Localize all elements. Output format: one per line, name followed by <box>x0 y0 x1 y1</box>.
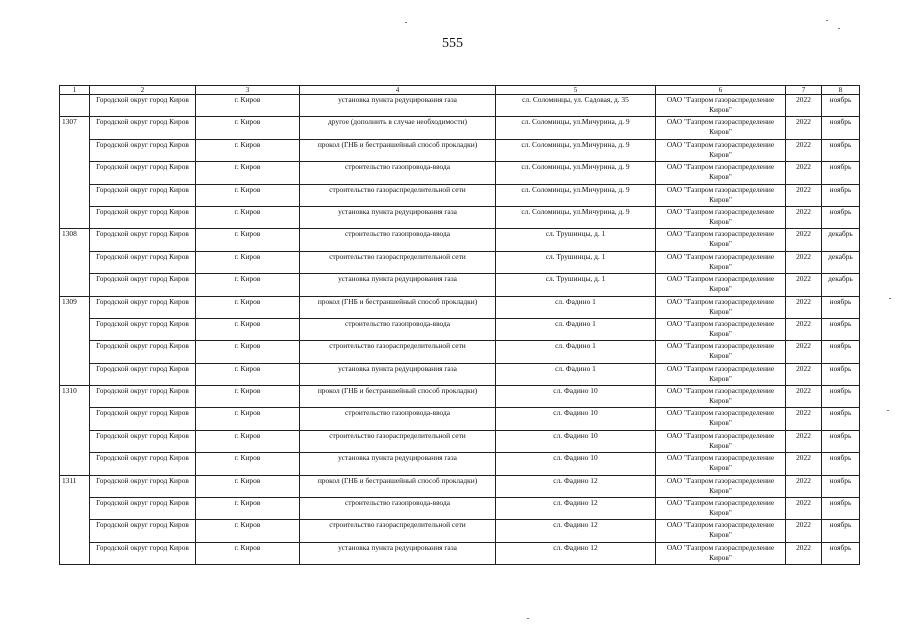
address-cell: сл. Фадино 12 <box>496 475 656 497</box>
row-number: 1307 <box>60 117 90 139</box>
address-cell: сл. Фадино 10 <box>496 430 656 452</box>
work-type-cell: строительство газопровода-ввода <box>300 318 496 340</box>
locality-cell: г. Киров <box>196 162 300 184</box>
row-number <box>60 542 90 564</box>
year-cell: 2022 <box>786 453 822 475</box>
month-cell: ноябрь <box>822 117 860 139</box>
month-cell: ноябрь <box>822 498 860 520</box>
locality-cell: г. Киров <box>196 139 300 161</box>
locality-cell: г. Киров <box>196 430 300 452</box>
address-cell: сл. Фадино 12 <box>496 498 656 520</box>
month-cell: ноябрь <box>822 139 860 161</box>
address-cell: сл. Фадино 12 <box>496 542 656 564</box>
month-cell: ноябрь <box>822 95 860 117</box>
month-cell: декабрь <box>822 251 860 273</box>
month-cell: ноябрь <box>822 453 860 475</box>
address-cell: сл. Трушинцы, д. 1 <box>496 251 656 273</box>
work-type-cell: установка пункта редуцирования газа <box>300 206 496 228</box>
column-header: 8 <box>822 86 860 95</box>
table-row <box>60 408 860 430</box>
organization-cell: ОАО "Газпром газораспределение Киров" <box>656 520 786 542</box>
municipality-cell: Городской округ город Киров <box>90 229 196 251</box>
municipality-cell: Городской округ город Киров <box>90 206 196 228</box>
table-row <box>60 386 860 408</box>
work-type-cell: строительство газораспределительной сети <box>300 251 496 273</box>
organization-cell: ОАО "Газпром газораспределение Киров" <box>656 184 786 206</box>
organization-cell: ОАО "Газпром газораспределение Киров" <box>656 542 786 564</box>
work-type-cell: строительство газораспределительной сети <box>300 341 496 363</box>
table-row <box>60 229 860 251</box>
table-row <box>60 318 860 340</box>
year-cell: 2022 <box>786 542 822 564</box>
row-number <box>60 498 90 520</box>
year-cell: 2022 <box>786 386 822 408</box>
table-row <box>60 117 860 139</box>
locality-cell: г. Киров <box>196 318 300 340</box>
month-cell: ноябрь <box>822 475 860 497</box>
municipality-cell: Городской округ город Киров <box>90 430 196 452</box>
column-header: 1 <box>60 86 90 95</box>
address-cell: сл. Фадино 10 <box>496 386 656 408</box>
locality-cell: г. Киров <box>196 117 300 139</box>
row-number: 1310 <box>60 386 90 408</box>
month-cell: ноябрь <box>822 542 860 564</box>
municipality-cell: Городской округ город Киров <box>90 139 196 161</box>
table-row <box>60 453 860 475</box>
address-cell: сл. Соломинцы, ул.Мичурина, д. 9 <box>496 139 656 161</box>
row-number <box>60 453 90 475</box>
table-row <box>60 95 860 117</box>
locality-cell: г. Киров <box>196 296 300 318</box>
row-number <box>60 162 90 184</box>
organization-cell: ОАО "Газпром газораспределение Киров" <box>656 139 786 161</box>
table-row <box>60 162 860 184</box>
table-row <box>60 274 860 296</box>
month-cell: декабрь <box>822 229 860 251</box>
scan-speck <box>826 20 828 21</box>
organization-cell: ОАО "Газпром газораспределение Киров" <box>656 162 786 184</box>
work-type-cell: другое (дополнить в случае необходимости) <box>300 117 496 139</box>
organization-cell: ОАО "Газпром газораспределение Киров" <box>656 95 786 117</box>
year-cell: 2022 <box>786 139 822 161</box>
municipality-cell: Городской округ город Киров <box>90 251 196 273</box>
month-cell: ноябрь <box>822 341 860 363</box>
work-type-cell: установка пункта редуцирования газа <box>300 542 496 564</box>
table-row <box>60 251 860 273</box>
column-header: 2 <box>90 86 196 95</box>
organization-cell: ОАО "Газпром газораспределение Киров" <box>656 498 786 520</box>
year-cell: 2022 <box>786 475 822 497</box>
year-cell: 2022 <box>786 206 822 228</box>
month-cell: ноябрь <box>822 206 860 228</box>
municipality-cell: Городской округ город Киров <box>90 408 196 430</box>
address-cell: сл. Соломинцы, ул.Мичурина, д. 9 <box>496 162 656 184</box>
work-type-cell: строительство газопровода-ввода <box>300 162 496 184</box>
municipality-cell: Городской округ город Киров <box>90 520 196 542</box>
organization-cell: ОАО "Газпром газораспределение Киров" <box>656 408 786 430</box>
locality-cell: г. Киров <box>196 498 300 520</box>
month-cell: ноябрь <box>822 408 860 430</box>
month-cell: ноябрь <box>822 296 860 318</box>
work-type-cell: прокол (ГНБ и бестраншейный способ прокладки) <box>300 296 496 318</box>
work-type-cell: установка пункта редуцирования газа <box>300 274 496 296</box>
year-cell: 2022 <box>786 341 822 363</box>
work-type-cell: строительство газопровода-ввода <box>300 408 496 430</box>
work-type-cell: строительство газораспределительной сети <box>300 430 496 452</box>
locality-cell: г. Киров <box>196 206 300 228</box>
address-cell: сл. Трушинцы, д. 1 <box>496 229 656 251</box>
organization-cell: ОАО "Газпром газораспределение Киров" <box>656 430 786 452</box>
month-cell: декабрь <box>822 274 860 296</box>
row-number <box>60 363 90 385</box>
organization-cell: ОАО "Газпром газораспределение Киров" <box>656 363 786 385</box>
row-number: 1311 <box>60 475 90 497</box>
row-number <box>60 139 90 161</box>
table-row <box>60 206 860 228</box>
row-number <box>60 95 90 117</box>
locality-cell: г. Киров <box>196 251 300 273</box>
locality-cell: г. Киров <box>196 95 300 117</box>
locality-cell: г. Киров <box>196 386 300 408</box>
municipality-cell: Городской округ город Киров <box>90 274 196 296</box>
locality-cell: г. Киров <box>196 453 300 475</box>
municipality-cell: Городской округ город Киров <box>90 318 196 340</box>
work-type-cell: прокол (ГНБ и бестраншейный способ прокладки) <box>300 475 496 497</box>
column-header: 4 <box>300 86 496 95</box>
work-type-cell: строительство газопровода-ввода <box>300 229 496 251</box>
address-cell: сл. Фадино 1 <box>496 363 656 385</box>
address-cell: сл. Соломинцы, ул.Мичурина, д. 9 <box>496 184 656 206</box>
row-number <box>60 184 90 206</box>
organization-cell: ОАО "Газпром газораспределение Киров" <box>656 229 786 251</box>
year-cell: 2022 <box>786 274 822 296</box>
row-number <box>60 430 90 452</box>
year-cell: 2022 <box>786 318 822 340</box>
row-number <box>60 520 90 542</box>
municipality-cell: Городской округ город Киров <box>90 498 196 520</box>
year-cell: 2022 <box>786 229 822 251</box>
row-number <box>60 318 90 340</box>
organization-cell: ОАО "Газпром газораспределение Киров" <box>656 386 786 408</box>
month-cell: ноябрь <box>822 318 860 340</box>
table-row <box>60 341 860 363</box>
column-header: 5 <box>496 86 656 95</box>
municipality-cell: Городской округ город Киров <box>90 475 196 497</box>
month-cell: ноябрь <box>822 386 860 408</box>
year-cell: 2022 <box>786 520 822 542</box>
organization-cell: ОАО "Газпром газораспределение Киров" <box>656 453 786 475</box>
table-row <box>60 363 860 385</box>
year-cell: 2022 <box>786 363 822 385</box>
organization-cell: ОАО "Газпром газораспределение Киров" <box>656 274 786 296</box>
scan-speck <box>838 28 840 29</box>
municipality-cell: Городской округ город Киров <box>90 162 196 184</box>
table-row <box>60 139 860 161</box>
municipality-cell: Городской округ город Киров <box>90 386 196 408</box>
work-type-cell: прокол (ГНБ и бестраншейный способ прокладки) <box>300 386 496 408</box>
address-cell: сл. Фадино 12 <box>496 520 656 542</box>
year-cell: 2022 <box>786 430 822 452</box>
column-number-row <box>60 86 860 95</box>
row-number: 1309 <box>60 296 90 318</box>
locality-cell: г. Киров <box>196 229 300 251</box>
column-header: 7 <box>786 86 822 95</box>
scan-speck <box>527 618 529 619</box>
organization-cell: ОАО "Газпром газораспределение Киров" <box>656 475 786 497</box>
address-cell: сл. Фадино 1 <box>496 296 656 318</box>
municipality-cell: Городской округ город Киров <box>90 184 196 206</box>
register-table <box>59 85 860 565</box>
municipality-cell: Городской округ город Киров <box>90 341 196 363</box>
year-cell: 2022 <box>786 117 822 139</box>
municipality-cell: Городской округ город Киров <box>90 117 196 139</box>
scan-speck <box>405 22 407 23</box>
row-number <box>60 274 90 296</box>
locality-cell: г. Киров <box>196 520 300 542</box>
year-cell: 2022 <box>786 408 822 430</box>
work-type-cell: строительство газораспределительной сети <box>300 184 496 206</box>
locality-cell: г. Киров <box>196 542 300 564</box>
table-row <box>60 498 860 520</box>
locality-cell: г. Киров <box>196 274 300 296</box>
month-cell: ноябрь <box>822 520 860 542</box>
column-header: 3 <box>196 86 300 95</box>
table-row <box>60 475 860 497</box>
year-cell: 2022 <box>786 296 822 318</box>
locality-cell: г. Киров <box>196 341 300 363</box>
column-header: 6 <box>656 86 786 95</box>
municipality-cell: Городской округ город Киров <box>90 95 196 117</box>
row-number <box>60 206 90 228</box>
work-type-cell: установка пункта редуцирования газа <box>300 453 496 475</box>
organization-cell: ОАО "Газпром газораспределение Киров" <box>656 296 786 318</box>
table-row <box>60 184 860 206</box>
month-cell: ноябрь <box>822 162 860 184</box>
address-cell: сл. Фадино 10 <box>496 408 656 430</box>
locality-cell: г. Киров <box>196 363 300 385</box>
year-cell: 2022 <box>786 184 822 206</box>
month-cell: ноябрь <box>822 184 860 206</box>
work-type-cell: установка пункта редуцирования газа <box>300 363 496 385</box>
table-row <box>60 542 860 564</box>
organization-cell: ОАО "Газпром газораспределение Киров" <box>656 117 786 139</box>
page-number: 555 <box>442 36 463 51</box>
address-cell: сл. Соломинцы, ул.Мичурина, д. 9 <box>496 206 656 228</box>
year-cell: 2022 <box>786 95 822 117</box>
year-cell: 2022 <box>786 498 822 520</box>
locality-cell: г. Киров <box>196 408 300 430</box>
address-cell: сл. Соломинцы, ул. Садовая, д. 35 <box>496 95 656 117</box>
work-type-cell: строительство газораспределительной сети <box>300 520 496 542</box>
year-cell: 2022 <box>786 251 822 273</box>
table-body <box>60 95 860 565</box>
municipality-cell: Городской округ город Киров <box>90 542 196 564</box>
address-cell: сл. Трушинцы, д. 1 <box>496 274 656 296</box>
address-cell: сл. Фадино 1 <box>496 318 656 340</box>
municipality-cell: Городской округ город Киров <box>90 363 196 385</box>
row-number <box>60 251 90 273</box>
locality-cell: г. Киров <box>196 475 300 497</box>
work-type-cell: прокол (ГНБ и бестраншейный способ прокладки) <box>300 139 496 161</box>
table-row <box>60 430 860 452</box>
month-cell: ноябрь <box>822 363 860 385</box>
address-cell: сл. Фадино 1 <box>496 341 656 363</box>
municipality-cell: Городской округ город Киров <box>90 296 196 318</box>
work-type-cell: установка пункта редуцирования газа <box>300 95 496 117</box>
organization-cell: ОАО "Газпром газораспределение Киров" <box>656 251 786 273</box>
month-cell: ноябрь <box>822 430 860 452</box>
table-row <box>60 296 860 318</box>
address-cell: сл. Соломинцы, ул.Мичурина, д. 9 <box>496 117 656 139</box>
table-row <box>60 520 860 542</box>
row-number <box>60 341 90 363</box>
work-type-cell: строительство газопровода-ввода <box>300 498 496 520</box>
row-number: 1308 <box>60 229 90 251</box>
municipality-cell: Городской округ город Киров <box>90 453 196 475</box>
locality-cell: г. Киров <box>196 184 300 206</box>
organization-cell: ОАО "Газпром газораспределение Киров" <box>656 206 786 228</box>
organization-cell: ОАО "Газпром газораспределение Киров" <box>656 318 786 340</box>
scan-speck <box>887 410 889 411</box>
address-cell: сл. Фадино 10 <box>496 453 656 475</box>
organization-cell: ОАО "Газпром газораспределение Киров" <box>656 341 786 363</box>
scan-speck <box>889 298 891 299</box>
year-cell: 2022 <box>786 162 822 184</box>
row-number <box>60 408 90 430</box>
